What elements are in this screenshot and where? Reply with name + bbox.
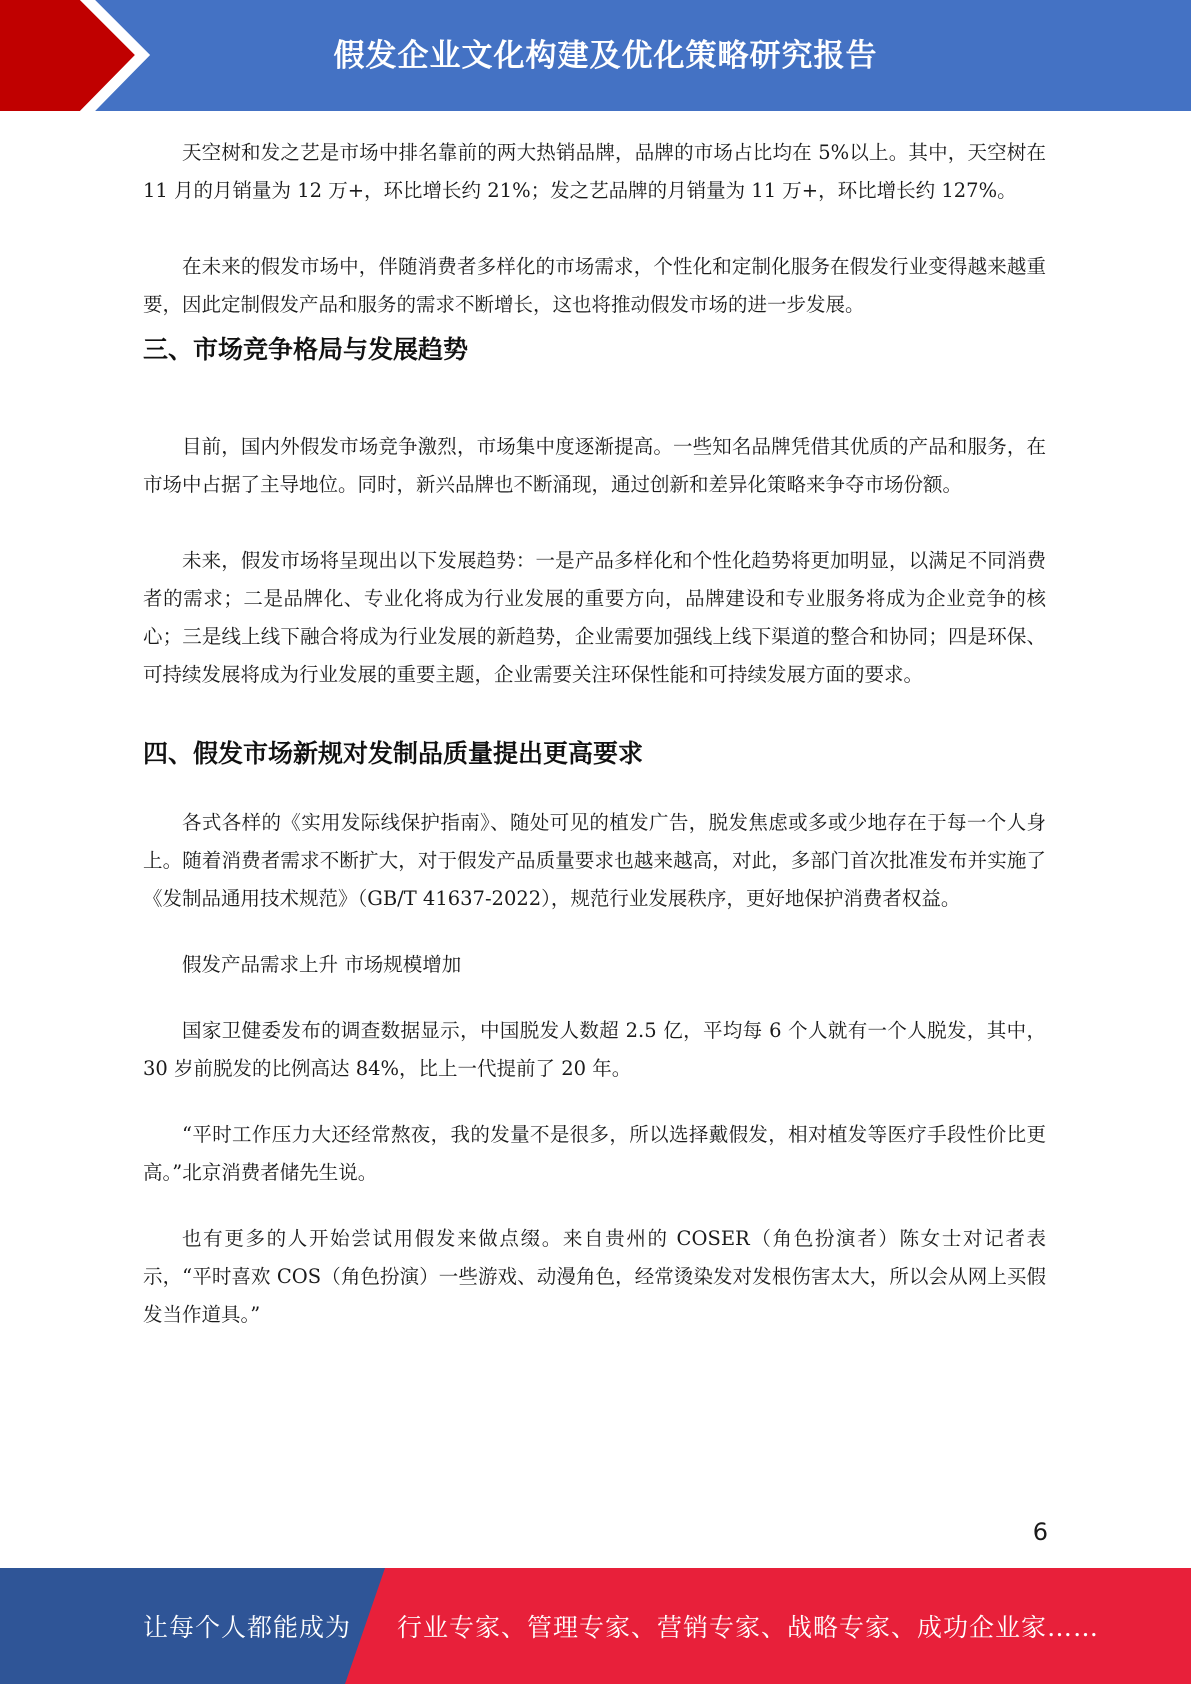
section-heading-competition: 三、市场竞争格局与发展趋势 xyxy=(143,335,469,364)
document-body xyxy=(143,134,1046,1334)
page-header xyxy=(0,0,1191,111)
paragraph-hair-loss-data: 国家卫健委发布的调查数据显示，中国脱发人数超 2.5 亿，平均每 6 个人就有一个人脱发，其中，30 岁前脱发的比例高达 84%，比上一代提前了 20 年。 xyxy=(143,1019,1046,1080)
page-number: 6 xyxy=(1032,1518,1048,1546)
footer-slogan-right: 行业专家、管理专家、营销专家、战略专家、成功企业家…… xyxy=(397,1613,1100,1642)
paragraph-customization-trend: 在未来的假发市场中，伴随消费者多样化的市场需求，个性化和定制化服务在假发行业变得越来越重要，因此定制假发产品和服务的需求不断增长，这也将推动假发市场的进一步发展。 xyxy=(143,255,1046,316)
paragraph-coser-quote: 也有更多的人开始尝试用假发来做点缀。来自贵州的 COSER（角色扮演者）陈女士对记者表示，“平时喜欢 COS（角色扮演）一些游戏、动漫角色，经常烫染发对发根伤害太大，所以会从网上买假发当作道具。” xyxy=(143,1227,1046,1326)
section-heading-new-regulations: 四、假发市场新规对发制品质量提出更高要求 xyxy=(143,739,644,768)
paragraph-consumer-quote: “平时工作压力大还经常熬夜，我的发量不是很多，所以选择戴假发，相对植发等医疗手段性价比更高。”北京消费者储先生说。 xyxy=(143,1123,1046,1184)
footer-slogan-left: 让每个人都能成为 xyxy=(143,1613,352,1642)
report-title: 假发企业文化构建及优化策略研究报告 xyxy=(333,37,878,74)
page-footer xyxy=(0,1568,1191,1684)
paragraph-regulation-standard: 各式各样的《实用发际线保护指南》、随处可见的植发广告，脱发焦虑或多或少地存在于每一个人身上。随着消费者需求不断扩大，对于假发产品质量要求也越来越高，对此，多部门首次批准发布并实施了《发制品通用技术规范》（GB/T 41637-2022），规范行业发展秩序，更好地保护消费者权益。 xyxy=(143,811,1046,910)
paragraph-brand-sales: 天空树和发之艺是市场中排名靠前的两大热销品牌，品牌的市场占比均在 5%以上。其中，天空树在 11 月的月销量为 12 万+，环比增长约 21%；发之艺品牌的月销量为 11 万+，环比增长约 127%。 xyxy=(143,141,1046,202)
paragraph-future-trends: 未来，假发市场将呈现出以下发展趋势：一是产品多样化和个性化趋势将更加明显，以满足不同消费者的需求；二是品牌化、专业化将成为行业发展的重要方向，品牌建设和专业服务将成为企业竞争的核心；三是线上线下融合将成为行业发展的新趋势，企业需要加强线上线下渠道的整合和协同；四是环保、可持续发展将成为行业发展的重要主题，企业需要关注环保性能和可持续发展方面的要求。 xyxy=(143,549,1046,686)
paragraph-competition-status: 目前，国内外假发市场竞争激烈，市场集中度逐渐提高。一些知名品牌凭借其优质的产品和服务，在市场中占据了主导地位。同时，新兴品牌也不断涌现，通过创新和差异化策略来争夺市场份额。 xyxy=(143,435,1046,496)
subheading-demand-rise: 假发产品需求上升 市场规模增加 xyxy=(182,953,462,976)
